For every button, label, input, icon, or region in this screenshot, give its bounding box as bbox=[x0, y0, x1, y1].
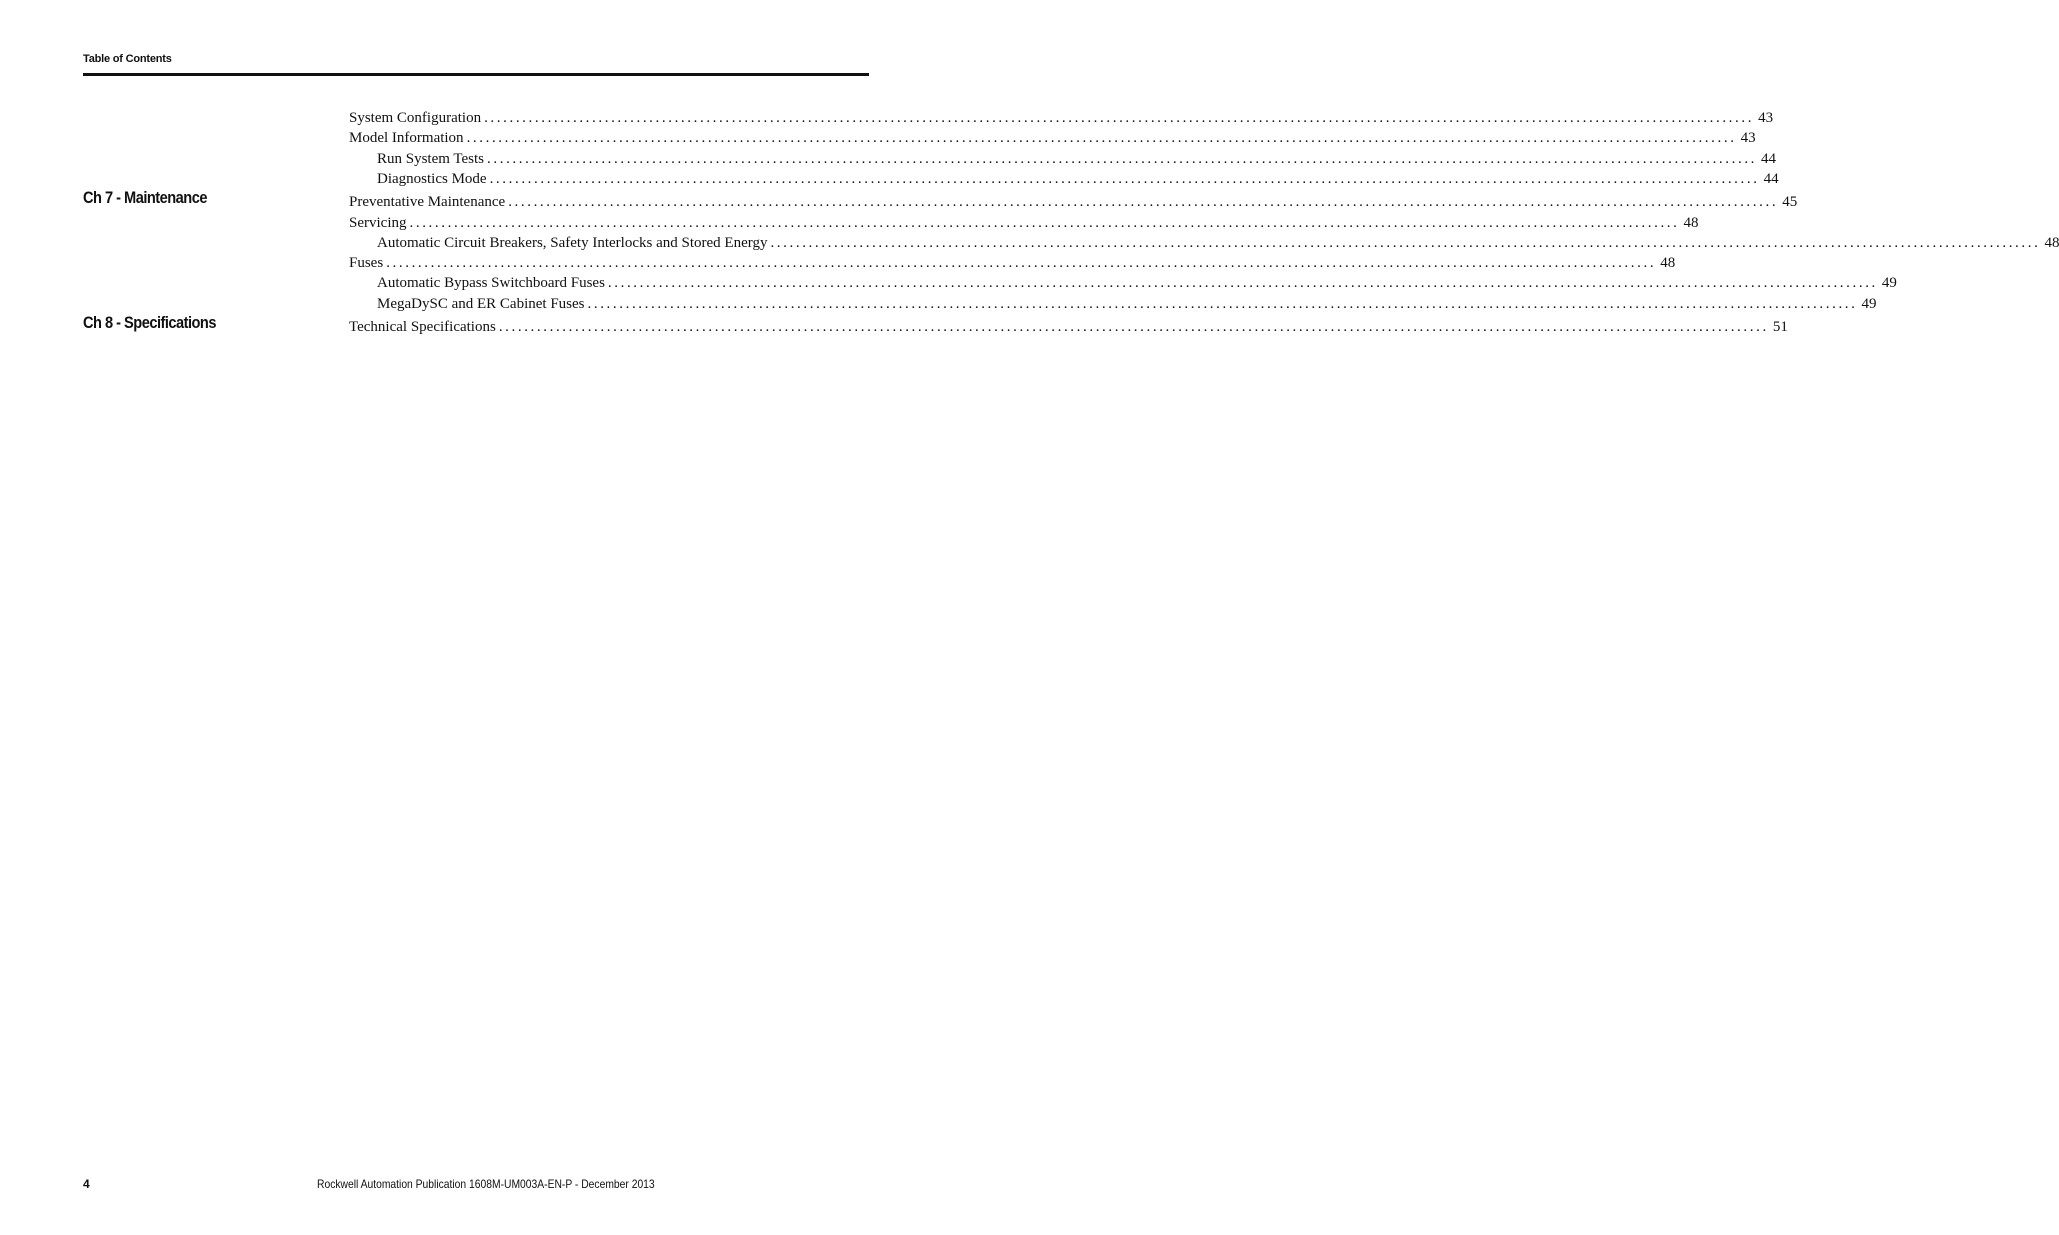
toc-entry-page: 48 bbox=[1683, 215, 1699, 231]
toc-entry-title: Automatic Circuit Breakers, Safety Interlocks and Stored Energy bbox=[377, 235, 768, 251]
toc-entry-title: Automatic Bypass Switchboard Fuses bbox=[377, 275, 605, 291]
toc-entry-technical-specifications[interactable] bbox=[349, 317, 1788, 337]
dot-leader: ........................................................................................................................................................................................................ bbox=[607, 275, 1878, 291]
chapter-heading-specifications: Ch 8 - Specifications bbox=[83, 313, 216, 332]
toc-entry-title: Technical Specifications bbox=[349, 319, 496, 335]
dot-leader: ........................................................................................................................................................................................................ bbox=[409, 215, 1680, 231]
toc-entry-diagnostics-mode[interactable] bbox=[377, 169, 1779, 189]
dot-leader: ........................................................................................................................................................................................................ bbox=[466, 130, 1737, 146]
toc-entry-automatic-circuit-breakers[interactable] bbox=[377, 233, 2059, 253]
toc-entry-page: 49 bbox=[1881, 275, 1897, 291]
toc-entry-title: System Configuration bbox=[349, 110, 482, 126]
toc-entry-megadysc-er-cabinet-fuses[interactable] bbox=[377, 294, 1877, 314]
dot-leader: ........................................................................................................................................................................................................ bbox=[508, 194, 1779, 210]
toc-entry-page: 48 bbox=[1660, 255, 1676, 271]
toc-entry-fuses[interactable] bbox=[349, 253, 1676, 273]
toc-entry-page: 45 bbox=[1782, 194, 1798, 210]
toc-entry-automatic-bypass-switchboard-fuses[interactable] bbox=[377, 273, 1897, 293]
toc-entry-system-configuration[interactable] bbox=[349, 108, 1774, 128]
toc-entry-title: Model Information bbox=[349, 130, 464, 146]
toc-entry-page: 43 bbox=[1758, 110, 1774, 126]
footer-page-number: 4 bbox=[83, 1177, 90, 1191]
toc-entry-page: 51 bbox=[1772, 319, 1788, 335]
toc-entry-title: Fuses bbox=[349, 255, 384, 271]
header-rule bbox=[83, 73, 869, 76]
toc-entry-page: 44 bbox=[1761, 151, 1777, 167]
toc-entry-title: Run System Tests bbox=[377, 151, 485, 167]
dot-leader: ........................................................................................................................................................................................................ bbox=[489, 171, 1760, 187]
toc-entry-title: MegaDySC and ER Cabinet Fuses bbox=[377, 296, 585, 312]
toc-entry-page: 44 bbox=[1763, 171, 1779, 187]
toc-entry-page: 48 bbox=[2044, 235, 2059, 251]
chapter-heading-maintenance: Ch 7 - Maintenance bbox=[83, 188, 207, 207]
toc-entry-model-information[interactable] bbox=[349, 128, 1756, 148]
toc-entry-title: Servicing bbox=[349, 215, 407, 231]
dot-leader: ........................................................................................................................................................................................................ bbox=[498, 319, 1769, 335]
toc-entry-title: Preventative Maintenance bbox=[349, 194, 506, 210]
toc-entry-title: Diagnostics Mode bbox=[377, 171, 487, 187]
dot-leader: ........................................................................................................................................................................................................ bbox=[487, 151, 1758, 167]
footer-publication: Rockwell Automation Publication 1608M-UM003A-EN-P - December 2013 bbox=[317, 1177, 655, 1191]
toc-entry-page: 43 bbox=[1740, 130, 1756, 146]
dot-leader: ........................................................................................................................................................................................................ bbox=[770, 235, 2041, 251]
dot-leader: ........................................................................................................................................................................................................ bbox=[484, 110, 1755, 126]
toc-entry-servicing[interactable] bbox=[349, 213, 1699, 233]
toc-entry-run-system-tests[interactable] bbox=[377, 149, 1777, 169]
toc-entry-page: 49 bbox=[1861, 296, 1877, 312]
running-head: Table of Contents bbox=[83, 53, 172, 65]
toc-entry-preventative-maintenance[interactable] bbox=[349, 192, 1798, 212]
dot-leader: ........................................................................................................................................................................................................ bbox=[587, 296, 1858, 312]
dot-leader: ........................................................................................................................................................................................................ bbox=[386, 255, 1657, 271]
